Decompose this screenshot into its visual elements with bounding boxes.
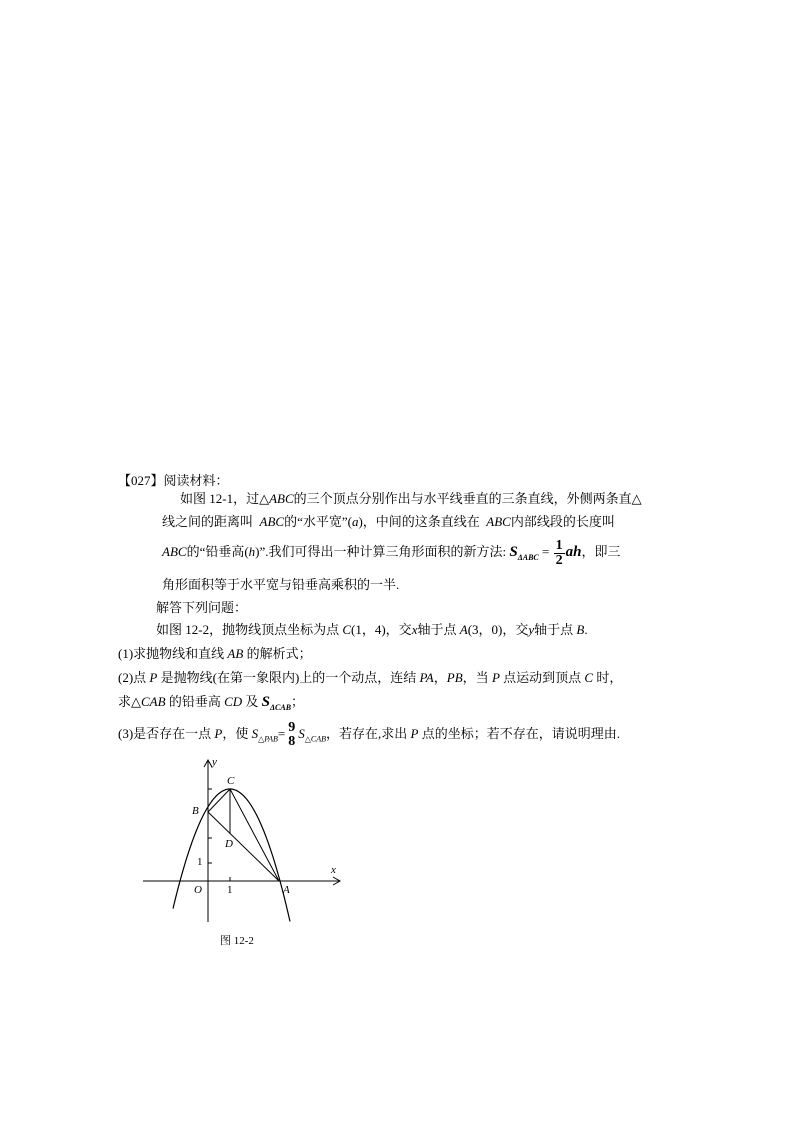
question-1: (1)求抛物线和直线 AB 的解析式； — [118, 646, 312, 661]
paragraph-line-5: 解答下列问题： — [156, 600, 248, 615]
question-3: (3)是否存在一点 P，使 $S_{\triangle PAB}=$ 9 8 $S_{\triangle CAB}$，若存在,求出 P 点的坐标；若不存在，请说明理由. — [118, 720, 621, 750]
paragraph-line-4: 角形面积等于水平宽与铅垂高乘积的一半. — [162, 577, 400, 592]
question-2-line-1: (2)点 P 是抛物线(在第一象限内)上的一个动点，连结 PA，PB，当 P 点运动到顶点 C 时， — [118, 670, 623, 685]
fraction-nine-eighths: 9 8 — [288, 720, 296, 750]
figure-caption: 图 12-2 — [220, 935, 254, 947]
label-y: y — [212, 756, 217, 768]
label-c: C — [227, 775, 235, 787]
fraction-one-half: $\frac{1}{2}$ — [555, 537, 563, 568]
label-one-x: 1 — [227, 884, 233, 896]
segment-ca — [230, 789, 279, 881]
paragraph-line-2: 线之间的距离叫 ABC的“水平宽”(a)，中间的这条直线在 ABC内部线段的长度叫 — [162, 514, 615, 529]
segment-bc — [208, 789, 230, 812]
paragraph-line-1: 如图 12-1，过△ABC的三个顶点分别作出与水平线垂直的三条直线，外侧两条直△ — [180, 491, 642, 506]
label-x: x — [331, 864, 336, 876]
label-origin: O — [194, 884, 202, 896]
question-2-line-2: 求△CAB 的铅垂高 CD 及 $S_{\Delta CAB}$； — [118, 694, 305, 712]
area-formula: $S_{\Delta ABC}$ — [509, 544, 539, 562]
parabola-curve — [173, 789, 290, 922]
label-b: B — [192, 805, 199, 817]
paragraph-line-3: ABC的“铅垂高(h)”.我们可得出一种计算三角形面积的新方法: $S_{\Delta ABC}$ = $\frac{1}{2}$ ah，即三 — [162, 537, 621, 568]
segment-ba — [208, 812, 279, 881]
label-d: D — [225, 838, 233, 850]
label-one-y: 1 — [197, 856, 203, 868]
problem-heading: 【027】阅读材料： — [118, 473, 229, 488]
paragraph-line-6: 如图 12-2，抛物线顶点坐标为点 C(1，4)，交x轴于点 A(3，0)，交y轴于点 B. — [156, 622, 588, 637]
label-a: A — [283, 884, 290, 896]
